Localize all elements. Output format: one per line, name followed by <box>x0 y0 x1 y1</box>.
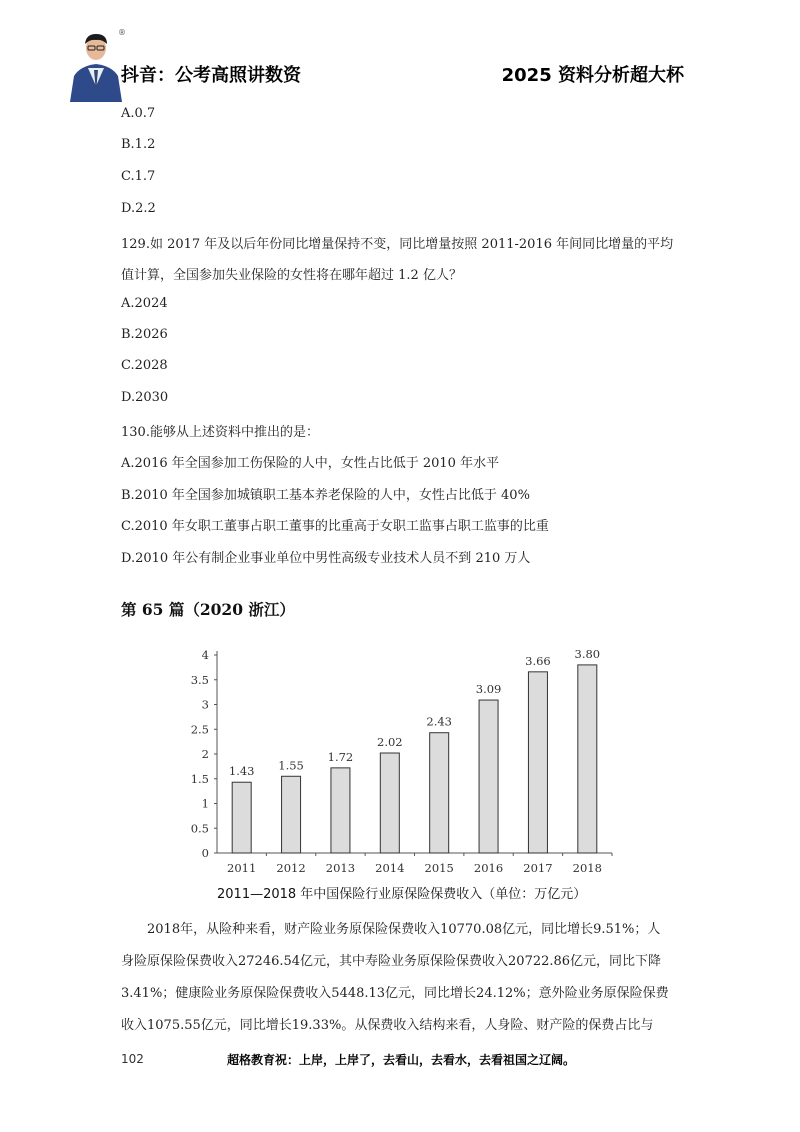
bar-value-label: 1.72 <box>327 749 354 764</box>
bar-2011 <box>232 782 251 853</box>
bar-2014 <box>380 753 399 853</box>
bar-value-label: 3.66 <box>525 653 551 668</box>
y-tick-label: 0.5 <box>190 821 209 836</box>
option-c: C.1.7 <box>121 169 156 184</box>
bar-2013 <box>331 768 350 853</box>
paragraph-line-1: 2018年，从险种来看，财产险业务原保险保费收入10770.08亿元，同比增长9.51%；人 <box>121 922 661 937</box>
bar-value-label: 2.02 <box>377 735 403 750</box>
x-tick-label: 2017 <box>523 861 553 875</box>
q129-option-b: B.2026 <box>121 327 168 342</box>
author-photo <box>66 26 126 102</box>
x-tick-label: 2013 <box>325 861 356 875</box>
y-tick-label: 2 <box>201 747 209 761</box>
y-tick-label: 0 <box>201 846 209 860</box>
section-title: 第 65 篇（2020 浙江） <box>121 600 295 619</box>
header-channel: 抖音：公考高照讲数资 <box>121 65 301 86</box>
x-tick-label: 2016 <box>473 861 504 875</box>
q129-stem-line1: 129.如 2017 年及以后年份同比增量保持不变，同比增量按照 2011-2016 年间同比增量的平均 <box>121 237 674 252</box>
x-tick-label: 2015 <box>424 861 454 875</box>
page-number: 102 <box>121 1052 144 1066</box>
y-tick-label: 1 <box>201 796 209 811</box>
option-b: B.1.2 <box>121 137 156 152</box>
paragraph-line-3: 3.41%；健康险业务原保险保费收入5448.13亿元，同比增长24.12%；意外险业务原保险保费 <box>121 986 669 1001</box>
q129-stem-line2: 值计算，全国参加失业保险的女性将在哪年超过 1.2 亿人？ <box>121 268 462 283</box>
q130-option-b: B.2010 年全国参加城镇职工基本养老保险的人中，女性占比低于 40% <box>121 488 530 503</box>
chart-title: 2011—2018 年中国保险行业原保险保费收入（单位：万亿元） <box>217 887 587 902</box>
bar-2018 <box>578 665 597 853</box>
chart-axes <box>214 651 612 856</box>
q129-option-c: C.2028 <box>121 358 168 373</box>
author-avatar <box>66 26 126 102</box>
bar-2015 <box>430 733 449 853</box>
x-tick-label: 2011 <box>227 861 257 875</box>
q129-option-a: A.2024 <box>121 296 168 311</box>
paragraph-line-4: 收入1075.55亿元，同比增长19.33%。从保费收入结构来看，人身险、财产险的保费占比与 <box>121 1018 654 1033</box>
option-d: D.2.2 <box>121 201 156 216</box>
bar-2017 <box>528 672 547 853</box>
bar-2016 <box>479 700 498 853</box>
bar-value-label: 1.55 <box>278 758 304 773</box>
bar-value-label: 1.43 <box>228 764 255 779</box>
paragraph-line-2: 身险原保险保费收入27246.54亿元，其中寿险业务原保险保费收入20722.86亿元，同比下降 <box>121 954 662 969</box>
x-tick-label: 2014 <box>375 861 405 875</box>
x-tick-label: 2018 <box>572 861 602 875</box>
y-tick-label: 3 <box>201 697 209 712</box>
y-tick-label: 1.5 <box>190 771 209 786</box>
bar-2012 <box>282 776 301 853</box>
q130-option-d: D.2010 年公有制企业事业单位中男性高级专业技术人员不到 210 万人 <box>121 551 531 566</box>
y-tick-label: 2.5 <box>190 722 209 737</box>
q130-option-a: A.2016 年全国参加工伤保险的人中，女性占比低于 2010 年水平 <box>121 456 500 471</box>
footer-slogan: 超格教育祝：上岸，上岸了，去看山，去看水，去看祖国之辽阔。 <box>227 1053 576 1067</box>
q129-option-d: D.2030 <box>121 390 169 405</box>
x-tick-label: 2012 <box>276 861 306 875</box>
y-tick-label: 3.5 <box>190 672 209 687</box>
bar-value-label: 2.43 <box>426 714 452 729</box>
bar-value-label: 3.80 <box>574 646 601 661</box>
header-book-title: 2025 资料分析超大杯 <box>501 65 684 86</box>
y-tick-label: 4 <box>201 648 209 662</box>
q130-stem: 130.能够从上述资料中推出的是： <box>121 425 319 440</box>
q130-option-c: C.2010 年女职工董事占职工董事的比重高于女职工监事占职工监事的比重 <box>121 519 549 534</box>
bar-value-label: 3.09 <box>475 682 502 697</box>
registered-mark: ® <box>118 28 126 37</box>
premium-income-bar-chart <box>180 640 620 880</box>
option-a: A.0.7 <box>121 106 156 121</box>
